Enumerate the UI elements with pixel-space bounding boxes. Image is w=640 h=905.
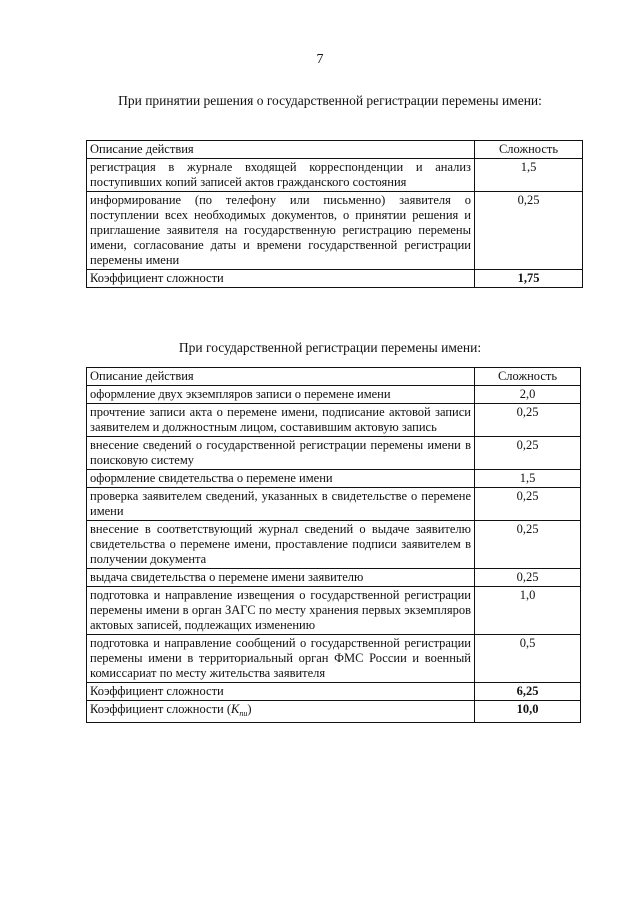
table-header-row (87, 141, 583, 159)
action-description: оформление двух экземпляров записи о перемене имени (87, 386, 475, 404)
final-total-value: 10,0 (475, 701, 581, 723)
complexity-value: 0,25 (475, 569, 581, 587)
action-description: выдача свидетельства о перемене имени заявителю (87, 569, 475, 587)
table-row (87, 192, 583, 270)
total-label: Коэффициент сложности (87, 270, 475, 288)
section2-table-body (87, 386, 581, 683)
total-value: 1,75 (475, 270, 583, 288)
complexity-value: 1,5 (475, 470, 581, 488)
table-row (87, 488, 581, 521)
complexity-value: 0,25 (475, 437, 581, 470)
final-total-label: Коэффициент сложности $(K_{пи})$ (87, 701, 475, 723)
section1-table-body (87, 159, 583, 270)
page-number: 7 (316, 52, 324, 67)
column-header-complexity: Сложность (475, 141, 583, 159)
action-description: регистрация в журнале входящей корреспонденции и анализ поступивших копий записей актов гражданского состояния (87, 159, 475, 192)
total-label: Коэффициент сложности (87, 683, 475, 701)
section1-heading: При принятии решения о государственной регистрации перемены имени: (118, 93, 542, 108)
complexity-value: 2,0 (475, 386, 581, 404)
section1-table (86, 140, 583, 288)
complexity-value: 0,25 (475, 404, 581, 437)
table-header-row (87, 368, 581, 386)
table-row (87, 587, 581, 635)
action-description: подготовка и направление сообщений о государственной регистрации перемены имени в территориальный орган ФМС России и военный комиссариат по месту жительства заявителя (87, 635, 475, 683)
action-description: прочтение записи акта о перемене имени, подписание актовой записи заявителем и должностным лицом, составившим актовую запись (87, 404, 475, 437)
action-description: внесение в соответствующий журнал сведений о выдаче заявителю свидетельства о перемене имени, проставление подписи заявителем в получении документа (87, 521, 475, 569)
action-description: проверка заявителем сведений, указанных в свидетельстве о перемене имени (87, 488, 475, 521)
table-row (87, 569, 581, 587)
action-description: оформление свидетельства о перемене имени (87, 470, 475, 488)
complexity-value: 1,5 (475, 159, 583, 192)
total-value: 6,25 (475, 683, 581, 701)
action-description: подготовка и направление извещения о государственной регистрации перемены имени в орган ЗАГС по месту хранения первых экземпляров актовых записей, подлежащих изменению (87, 587, 475, 635)
table-row (87, 159, 583, 192)
action-description: внесение сведений о государственной регистрации перемены имени в поисковую систему (87, 437, 475, 470)
final-total-row (87, 701, 581, 723)
table-row (87, 386, 581, 404)
complexity-value: 0,25 (475, 521, 581, 569)
section2-table (86, 367, 581, 723)
complexity-value: 0,25 (475, 192, 583, 270)
table-row (87, 404, 581, 437)
table-row (87, 635, 581, 683)
column-header-complexity: Сложность (475, 368, 581, 386)
table-row (87, 521, 581, 569)
column-header-description: Описание действия (87, 368, 475, 386)
column-header-description: Описание действия (87, 141, 475, 159)
section2-heading: При государственной регистрации перемены имени: (178, 340, 482, 355)
action-description: информирование (по телефону или письменно) заявителя о поступлении всех необходимых документов, о принятии решения и приглашение заявителя на государственную регистрацию перемены имени, согласование даты и времени государственной регистрации перемены имени (87, 192, 475, 270)
total-row (87, 270, 583, 288)
complexity-value: 1,0 (475, 587, 581, 635)
complexity-value: 0,25 (475, 488, 581, 521)
table-row (87, 437, 581, 470)
complexity-value: 0,5 (475, 635, 581, 683)
table-row (87, 470, 581, 488)
total-row (87, 683, 581, 701)
